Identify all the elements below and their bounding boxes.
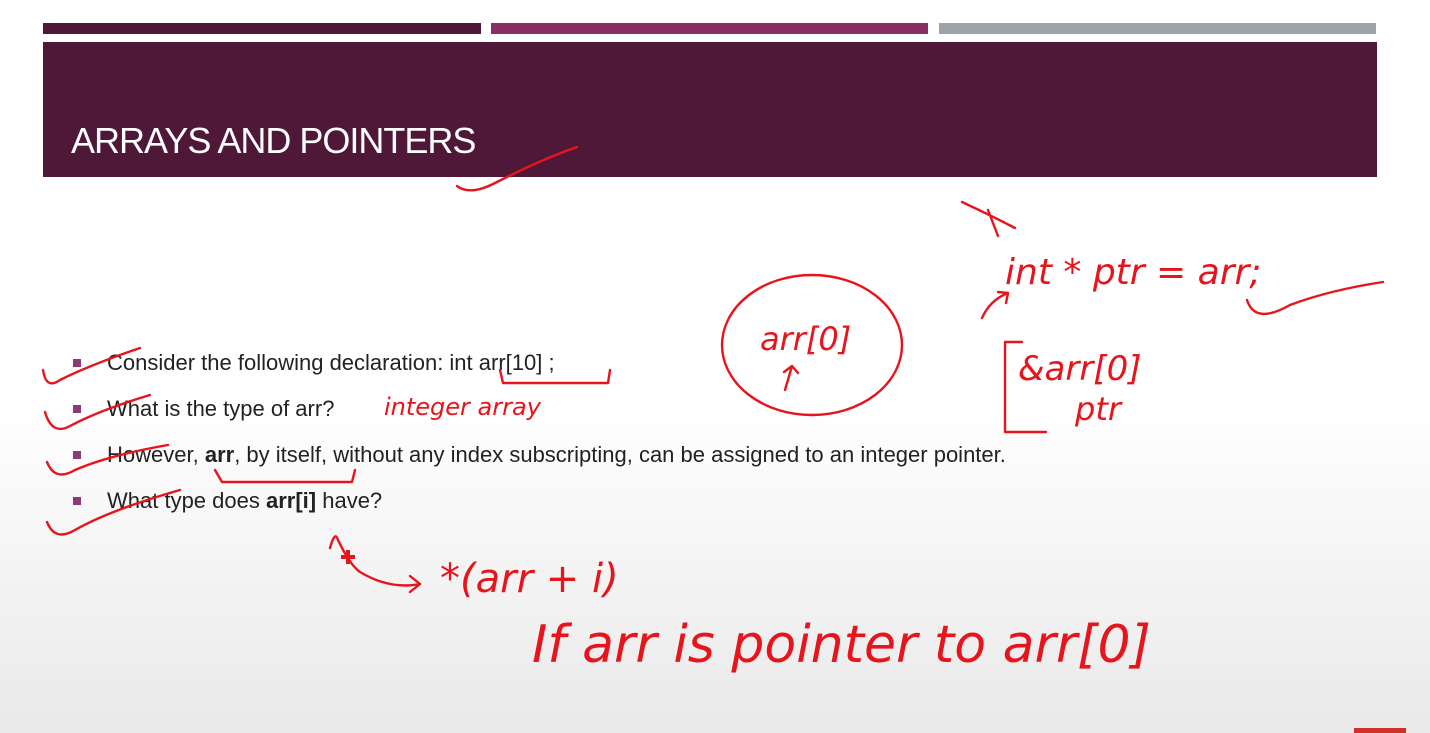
bullet-text: have? — [316, 488, 383, 513]
bullet-text: What type does — [107, 488, 266, 513]
bullet-text: What is the type of arr? — [107, 396, 335, 421]
bullet-text: ; — [542, 350, 555, 375]
ink-star-mark — [962, 202, 1015, 236]
ink-up-arrow-small — [784, 366, 798, 390]
ink-underline-int-arr — [500, 370, 610, 383]
ink-curved-arrow — [330, 536, 420, 592]
ink-explanation: If arr is pointer to arr[0] — [532, 615, 1151, 675]
bullet-text: Consider the following declaration: — [107, 350, 450, 375]
bullet-bold: arr — [204, 442, 235, 467]
ink-check-bullet-4 — [47, 490, 180, 535]
ink-bracket-arr0: &arr[0] — [1018, 349, 1142, 389]
ink-check-bullet-3 — [47, 445, 168, 475]
bullet-bold: arr[i] — [265, 488, 317, 513]
corner-indicator — [1354, 728, 1406, 733]
ink-check-bullet-2 — [45, 395, 150, 429]
ink-check-decl — [1247, 282, 1383, 314]
ink-underline-arr-itself — [215, 470, 355, 482]
ink-arr0-text: arr[0] — [760, 320, 852, 358]
bullet-code: int arr[10] — [449, 350, 543, 375]
ink-check-bullet-1 — [43, 348, 140, 383]
ink-deref-expr: *(arr + i) — [440, 556, 619, 602]
ink-integer-array: integer array — [384, 393, 541, 421]
ink-pointer-decl: int * ptr = arr; — [1005, 252, 1262, 293]
cursor-plus-icon — [341, 550, 355, 564]
ink-check-title — [457, 147, 577, 190]
bullet-text: However, — [107, 442, 205, 467]
ink-arrow-to-int — [982, 292, 1008, 318]
slide-title: ARRAYS AND POINTERS — [71, 120, 476, 161]
bullet-text: , by itself, without any index subscripting, can be assigned to an integer pointer. — [234, 442, 1006, 467]
ink-bracket-ptr: ptr — [1075, 390, 1122, 428]
